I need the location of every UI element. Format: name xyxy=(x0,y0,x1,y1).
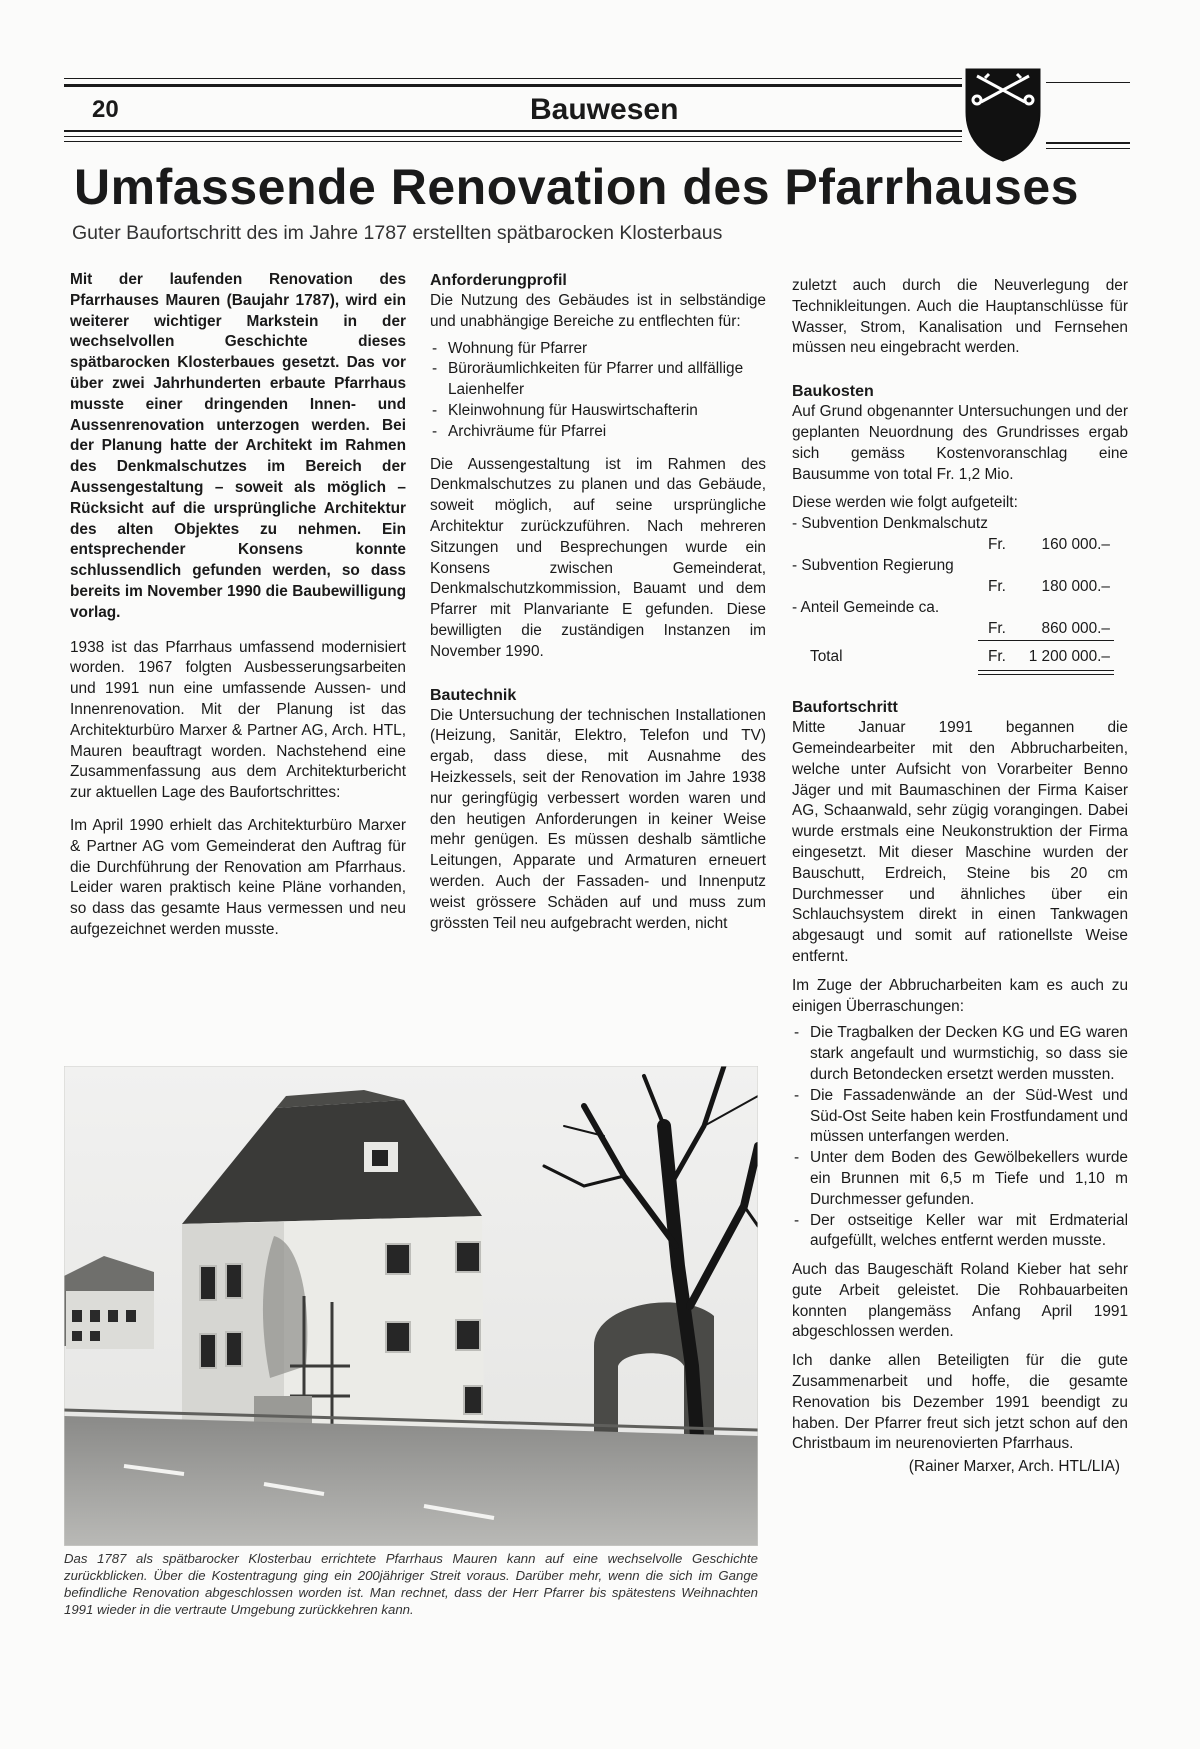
column-3-continuation: zuletzt auch durch die Neuverlegung der Technikleitungen. Auch die Hauptanschlüsse für Wasser, Strom, Kanalisation und Fernsehen müssen neu eingebracht werden. xyxy=(792,277,1128,357)
cost-label-row xyxy=(792,598,1128,619)
header-rule-bottom-right-1 xyxy=(1046,142,1130,144)
list-item: - Wohnung für Pfarrer xyxy=(430,339,766,360)
list-item: - Die Fassadenwände an der Süd-West und Süd-Ost Seite haben kein Frostfundament und müssen unterfangen werden. xyxy=(792,1086,1128,1148)
pfarrhaus-photo xyxy=(64,1066,758,1546)
baufortschritt-text-4: Ich danke allen Beteiligten für die gute Zusammenarbeit und hoffe, die gesamte Renovation bis Dezember 1991 beendigt zu haben. Der Pfarrer freut sich jetzt schon auf den Christbaum im neurenovierten Pfarrhaus. xyxy=(792,1352,1128,1453)
header-rule-bottom-2 xyxy=(64,136,962,137)
list-item: - Kleinwohnung für Hauswirtschafterin xyxy=(430,401,766,422)
cost-currency: Fr. xyxy=(988,578,1006,596)
anforderung-heading: Anforderungprofil xyxy=(430,272,567,289)
cost-label: - Subvention Regierung xyxy=(792,557,954,575)
article-subtitle: Guter Baufortschritt des im Jahre 1787 erstellten spätbarocken Klosterbaus xyxy=(72,222,723,244)
cost-total-amount: 1 200 000.– xyxy=(1028,648,1110,666)
anforderung-list xyxy=(430,339,766,443)
baukosten-intro: Diese werden wie folgt aufgeteilt: xyxy=(792,494,1018,512)
cost-label: - Subvention Denkmalschutz xyxy=(792,515,988,533)
page-number: 20 xyxy=(92,96,119,123)
baufortschritt-list xyxy=(792,1023,1128,1252)
bautechnik-text: Die Untersuchung der technischen Installationen (Heizung, Sanitär, Elektro, Telefon und TV) ergab, dass diese, mit Ausnahme des Heizkessels, seit der Renovation im Jahre 1938 nur geringfügig verbessert worden waren und den heutigen Anforderungen in keiner Weise mehr genügen. Es müssen deshalb sämtliche Leitungen, Apparate und Armaturen erneuert werden. Auch der Fassaden- und Innenputz weist grössere Schäden auf und muss zum grössten Teil neu aufgebracht werden, nicht xyxy=(430,706,766,932)
header-rule-bottom-3 xyxy=(64,141,962,142)
photo-caption: Das 1787 als spätbarocker Klosterbau errichtete Pfarrhaus Mauren kann auf eine wechselvolle Geschichte zurückblicken. Über die Kostentragung ging ein 200jähriger Streit voraus. Darüber mehr, wenn die sich im Gange befindliche Renovation abgeschlossen worden ist. Man rechnet, dass der Herr Pfarrer bis spätestens Weihnachten 1991 wieder in die vertraute Umgebung zurückkehren kann. xyxy=(64,1551,758,1617)
cost-amount-row xyxy=(792,577,1128,598)
list-item: - Archivräume für Pfarrei xyxy=(430,422,766,443)
cost-amount: 160 000.– xyxy=(1041,536,1110,554)
baufortschritt-text-1: Mitte Januar 1991 begannen die Gemeindearbeiter mit den Abbrucharbeiten, welche unter Aufsicht von Vorarbeiter Benno Jäger und mit Baumaschinen der Firma Kaiser AG, Schaanwald, sehr zügig vorangingen. Dabei wurde erstmals eine Neukonstruktion der Firma eingesetzt. Mit dieser Maschine wurden der Bauschutt, Erdreich, Steine bis 20 cm Durchmesser und ähnliches über ein Schlauchsystem direkt in einen Tankwagen abgesaugt und somit auf rationellste Weise entfernt. xyxy=(792,719,1128,965)
anforderung-intro: Die Nutzung des Gebäudes ist in selbständige und unabhängige Bereiche zu entflechten für: xyxy=(430,292,766,330)
baufortschritt-text-2: Im Zuge der Abbrucharbeiten kam es auch zu einigen Überraschungen: xyxy=(792,976,1128,1015)
cost-label-row xyxy=(792,514,1128,535)
cost-amount: 860 000.– xyxy=(1041,620,1110,638)
column-1 xyxy=(70,270,406,953)
anforderung-text: Die Aussengestaltung ist im Rahmen des Denkmalschutzes zu planen und das Gebäude, soweit möglich, auf seine ursprüngliche Architektur zurückzuführen. Nach mehreren Sitzungen und Besprechungen wurde ein Konsens zwischen Gemeinderat, Denkmalschutzkommission, Bauamt und dem Pfarrer mit Planvariante E gefunden. Diese bewilligten die zuständigen Instanzen im November 1990. xyxy=(430,455,766,660)
header-rule-bottom-right-2 xyxy=(1046,148,1130,149)
header-rule-top-thin xyxy=(64,78,962,79)
cost-table xyxy=(792,514,1128,671)
header-rule-top-thick xyxy=(64,84,962,87)
baukosten-text: Auf Grund obgenannter Untersuchungen und der geplanten Neuordnung des Grundrisses ergab sich gemäss Kostenvoranschlag eine Bausumme von total Fr. 1,2 Mio. xyxy=(792,403,1128,483)
header-rule-bottom-1 xyxy=(64,130,962,132)
history-paragraph: 1938 ist das Pfarrhaus umfassend modernisiert worden. 1967 folgten Ausbesserungsarbeiten und 1991 nun eine umfassende Aussen- und Innenrenovation. Mit der Planung ist das Architekturbüro Marxer & Partner AG, Arch. HTL, Mauren beauftragt worden. Nachstehend eine Zusammenfassung aus dem Architekturbericht zur aktuellen Lage des Baufortschrittes: xyxy=(70,638,406,802)
list-item: - Die Tragbalken der Decken KG und EG waren stark angefault und wurmstichig, so dass sie durch Betondecken ersetzt werden mussten. xyxy=(792,1023,1128,1085)
cost-total-row xyxy=(792,647,1128,671)
column-2 xyxy=(430,270,766,946)
baufortschritt-heading: Baufortschritt xyxy=(792,699,898,717)
author-signature: (Rainer Marxer, Arch. HTL/LIA) xyxy=(908,1458,1120,1476)
baufortschritt-text-3: Auch das Baugeschäft Roland Kieber hat sehr gute Arbeit geleistet. Die Rohbauarbeiten konnten plangemäss Anfang April 1991 abgeschlossen werden. xyxy=(792,1261,1128,1341)
list-item: - Büroräumlichkeiten für Pfarrer und allfällige Laienhelfer xyxy=(430,359,766,401)
cost-amount-row xyxy=(792,535,1128,556)
column-3 xyxy=(792,276,1128,1478)
cost-label-row xyxy=(792,556,1128,577)
crossed-keys-shield-icon xyxy=(963,66,1043,162)
cost-total-currency: Fr. xyxy=(988,648,1006,666)
cost-currency: Fr. xyxy=(988,620,1006,638)
section-title: Bauwesen xyxy=(530,93,679,126)
lead-paragraph: Mit der laufenden Renovation des Pfarrhauses Mauren (Baujahr 1787), wird ein weiterer wichtiger Markstein in der wechselvollen Geschichte dieses spätbarocken Klosterbaues gesetzt. Das vor über zwei Jahrhunderten erbaute Pfarrhaus musste einer dringenden Innen- und Aussenrenovation unterzogen werden. Bei der Planung hatte der Architekt im Rahmen des Denkmalschutzes im Bereich der Aussengestaltung – soweit als möglich – Rücksicht auf die ursprüngliche Architektur des alten Objektes zu nehmen. Ein entsprechender Konsens konnte schlussendlich gefunden werden, so dass bereits im November 1990 die Baubewilligung vorlag. xyxy=(70,271,406,621)
baukosten-heading: Baukosten xyxy=(792,383,874,401)
header-rule-top-thin-right xyxy=(1046,82,1130,83)
cost-total-double-rule xyxy=(978,670,1114,675)
cost-currency: Fr. xyxy=(988,536,1006,554)
cost-amount: 180 000.– xyxy=(1041,578,1110,596)
bautechnik-heading: Bautechnik xyxy=(430,686,517,704)
article-headline: Umfassende Renovation des Pfarrhauses xyxy=(74,159,1079,215)
list-item: - Unter dem Boden des Gewölbekellers wurde ein Brunnen mit 6,5 m Tiefe und 1,10 m Durchmesser gefunden. xyxy=(792,1148,1128,1210)
list-item: - Der ostseitige Keller war mit Erdmaterial aufgefüllt, welches entfernt werden musste. xyxy=(792,1211,1128,1253)
cost-label: - Anteil Gemeinde ca. xyxy=(792,599,940,617)
cost-amount-row xyxy=(978,619,1114,641)
commission-paragraph: Im April 1990 erhielt das Architekturbüro Marxer & Partner AG vom Gemeinderat den Auftrag für die Durchführung der Renovation am Pfarrhaus. Leider waren praktisch keine Pläne vorhanden, so dass das gesamte Haus vermessen und neu aufgezeichnet werden musste. xyxy=(70,816,406,938)
cost-total-label: Total xyxy=(810,648,843,666)
